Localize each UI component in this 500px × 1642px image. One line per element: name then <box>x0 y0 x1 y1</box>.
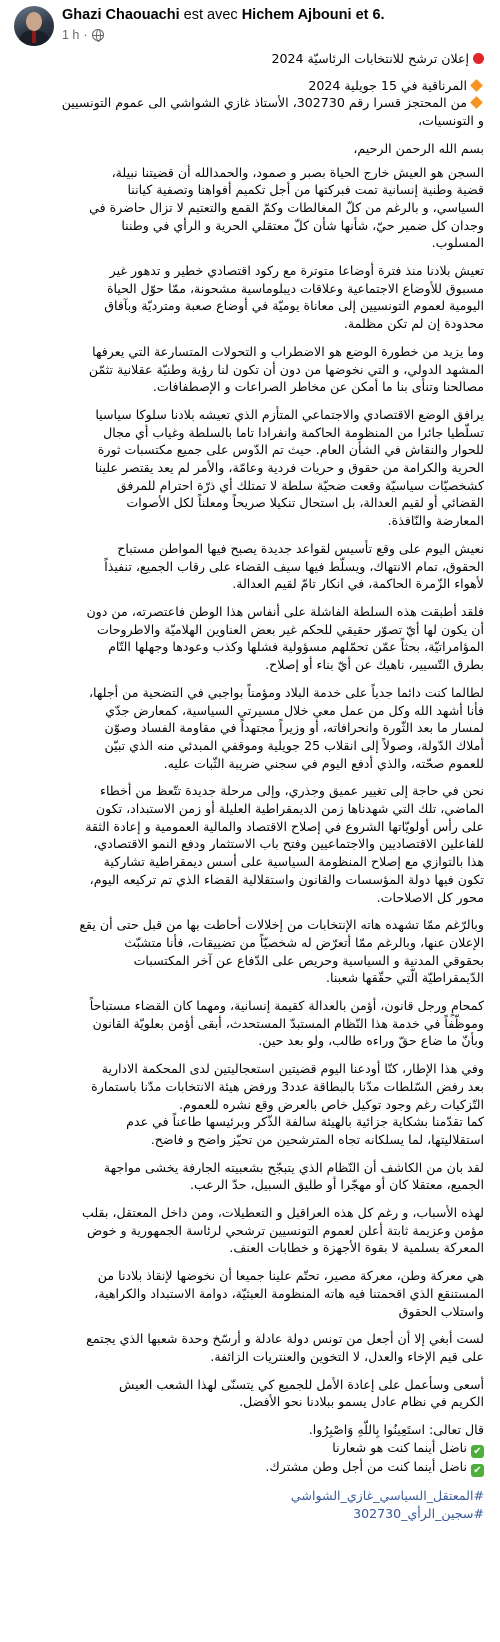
paragraph-line: المسلوب. <box>431 235 484 251</box>
post-header <box>0 0 500 50</box>
slogan-text-2: ناضل أينما كنت من أجل وطن مشترك. <box>265 1458 467 1474</box>
slogan-1 <box>8 1439 484 1458</box>
paragraph-line: وموظّفاً في خدمة هذا النّظام المستبدّ المستحدث، أبقى أؤمن بعلويّة القانون <box>92 1015 484 1031</box>
body-paragraph <box>8 997 484 1050</box>
check-box-icon: ✔ <box>471 1445 484 1458</box>
paragraph-line: وجدان كل ضمير حيّ، شأنها شأن كلّ معتقلي الحرية و الرأي في وطننا <box>121 217 484 233</box>
paragraph-line: الإعلان عنها، وبالرغم ممّا أتعرّض له شخصيّاً من تضييقات، فأنا متشبّث <box>124 934 484 950</box>
body-paragraph <box>8 684 484 773</box>
date-line <box>8 77 484 95</box>
paragraph-line: كمحامٍ ورجل قانون، أؤمن بالعدالة كقيمة إنسانية، ومهما كان القضاء مستباحاً <box>89 998 484 1014</box>
paragraph-line: أملاك الدّولة، وصولاً إلى انقلاب 25 جويلية وموقفي المبدئي منه الذي تبيّن <box>104 737 484 753</box>
basmala: بسم الله الرحمن الرحيم، <box>353 140 484 156</box>
slogan-text-1: ناضل أينما كنت هو شعارنا <box>332 1439 467 1455</box>
check-box-icon: ✔ <box>471 1464 484 1477</box>
paragraph-line: تعيش بلادنا منذ فترة أوضاعا متوترة مع ركود اقتصادي خطير و تدهور غير <box>109 263 484 279</box>
paragraph-line: تسلّطيا جائرا من المنظومة الحاكمة وانفرادا تاما بالسلطة وغياب أي مجال <box>103 424 484 440</box>
paragraph-line: بعد رفض السّلطات مدّنا بالبطاقة عدد3 ورفض هيئة الانتخابات مدّنا باستمارة <box>91 1078 484 1094</box>
paragraph-line: بطرق التّسيير، ناهيك عن أيّ بناء أو إصلاح. <box>265 657 484 673</box>
date-text: المرناقية في 15 جويلية 2024 <box>308 77 467 93</box>
paragraph-line: على رأس أولويّاتها الشروع في إصلاح الاقتصاد والمالية العمومية و إعادة الثقة <box>85 818 484 834</box>
paragraph-line: السجن هو العيش خارج الحياة بصبر و صمود، والحمدالله أن قضيتنا نبيلة، <box>111 164 484 180</box>
others-link[interactable]: et 6. <box>355 7 385 23</box>
paragraph-line: محدودة إن لم تكن مظلمة. <box>343 316 484 332</box>
paragraph-line: السياسي، و بالرغم من كلّ المغالطات وكمّ القمع والتعتيم لا تزال حاضرة في <box>89 199 484 215</box>
author-line <box>62 7 385 23</box>
paragraph-line: يرافق الوضع الاقتصادي والاجتماعي المتأزم الذي تعيشه بلادنا سلوكا سياسيا <box>95 406 484 422</box>
body-paragraph <box>8 406 484 530</box>
paragraph-line: الماضي، تلك التي شهدناها زمن الديمقراطية العليلة أو زمن الاستبداد، تكون <box>95 801 484 817</box>
paragraph-line: فلقد أطبقت هذه السلطة الفاشلة على أنفاس هذا الوطن فاعتصرته، من دون <box>86 603 484 619</box>
quote-intro: قال تعالى: استَعِينُوا بِاللّهِ وَاصْبِرُوا. <box>308 1422 484 1438</box>
body-paragraph <box>8 916 484 987</box>
paragraph-line: المشهد الدولي، و التي نخوضها من دون أن تكون لنا رؤية وطنيّة عقلانية تثمّن <box>88 361 484 377</box>
paragraph-line: الحرية والكرامة من حقوق و حريات فردية وعامّة، والأمر لم يعد يقتصر علينا <box>94 460 484 476</box>
body-paragraph <box>8 1376 484 1411</box>
paragraph-line: التّزكيات رغم وجود توكيل خاص بالعرض وقع نشره للعموم. <box>178 1096 484 1112</box>
paragraph-line: هذا بالتوازي مع إصلاح المنظومة السياسية على أسس ديمقراطية تشاركية <box>103 854 484 870</box>
headline: إعلان ترشح للانتخابات الرئاسيّة 2024 <box>271 51 469 66</box>
paragraph-line: للفاعلين الاقتصاديين والاجتماعيين وفتح باب الاستثمار ودفع النمو الاقتصادي، <box>93 836 484 852</box>
paragraph-line: للحوار والنقاش في الشأن العام. حيث تم الدّوس على جميع مكتسبات ثورة <box>97 442 484 458</box>
paragraph-line: مؤمن وعزيمة ثابتة أعلن لعموم التونسيين ترشحي لرئاسة الجمهورية و خوض <box>87 1222 484 1238</box>
paragraph-line: فأنا أشهد الله وكل من عمل معي خلال مسيرتي السياسية، كمعارض جدّي <box>105 702 484 718</box>
author-avatar[interactable] <box>14 6 54 46</box>
paragraph-line: الدّيمقراطيّة الّتي حقّقها شعبنا. <box>325 970 484 986</box>
body-paragraph <box>8 1060 484 1149</box>
body-paragraph <box>8 164 484 253</box>
red-circle-icon <box>473 53 484 64</box>
paragraph-line: نعيش اليوم على وقع تأسيس لقواعد جديدة يصبح فيها المواطن مستباح <box>117 540 484 556</box>
from-text-1: من المحتجز قسرا رقم 302730، الأستاذ غازي الشواشي الى عموم التونسيين <box>61 95 467 111</box>
hashtag-political-detainee[interactable]: #المعتقل_السياسي_غازي_الشواشي <box>290 1487 484 1503</box>
body-paragraph <box>8 1267 484 1320</box>
post-time[interactable]: 1 h <box>62 28 80 42</box>
paragraph-line: لمسار ما بعد الثّورة وانحرافاته، أو وزيراً مجتهداً في مقاومة الفساد وصوّن <box>104 720 484 736</box>
paragraph-line: المستنقع الذي اقحمتنا فيه هاته المنظومة العبثيّة، دوامة الاستبداد والكراهية، <box>94 1285 484 1301</box>
meta-separator: · <box>83 28 88 42</box>
with-text: est avec <box>183 7 238 23</box>
from-line <box>8 94 484 129</box>
paragraph-line: تكون فيها دولة المؤسسات والقانون واستقلالية القضاء الذي تم تركيعه اليوم، <box>89 871 484 887</box>
paragraph-line: وبالرّغم ممّا تشهده هاته الإنتخابات من إخلالات أحاطت بها من قبل حتى أن يقع <box>79 917 484 933</box>
body-paragraph <box>8 1330 484 1365</box>
paragraph-line: محور كل الاصلاحات. <box>376 889 484 905</box>
from-text-2: و التونسيات، <box>417 113 484 129</box>
orange-diamond-icon <box>470 79 483 92</box>
paragraph-line: أن يكون لها أيّ تصوّر حقيقي للحكم غير بعض العناوين الهلاميّة والاطروحات <box>97 621 484 637</box>
body-paragraph <box>8 540 484 593</box>
orange-diamond-icon <box>470 97 483 110</box>
paragraph-line: بحقوقي المدنية و السياسية وحريص على الدّفاع عن آخر المكتسبات <box>133 952 484 968</box>
paragraph-line: كشخصيّات سياسيّة وقعت ضحيّة سلطة لا تمتلك أي ذرّة احترام للمرفق <box>116 477 484 493</box>
headline-line <box>8 50 484 68</box>
tagged-name[interactable]: Hichem Ajbouni <box>241 7 352 23</box>
paragraph-line: المعارضة والنّافذة. <box>387 513 484 529</box>
paragraph-line: الجميع، معتقلا كان أو مهجّرا أو طليق السبيل، حدّ الرعب. <box>189 1177 484 1193</box>
paragraph-line: وبأنّ ما ضاع حقّ وراءه طالب، ولو بعد حين. <box>258 1033 484 1049</box>
paragraph-line: نحن في حاجة إلى تغيير عميق وجذري، وإلى مرحلة جديدة تتّعظ من أخطاء <box>100 783 484 799</box>
paragraph-line: كما تقدّمنا بشكاية جزائية بالهيئة سالفة الذّكر وبرئيسها طاعناً في عدم <box>126 1114 484 1130</box>
paragraph-line: لست أبغي إلا أن أجعل من تونس دولة عادلة و أرسّخ وحدة شعبها الذي يجتمع <box>86 1331 484 1347</box>
hashtag-prisoner-number[interactable]: #سجين_الرأي_302730 <box>353 1505 484 1521</box>
paragraph-line: اليومية لعموم التونسيين إلى معاناة يوميّة في أوضاع صعبة ومترديّة وبآفاق <box>104 298 484 314</box>
paragraph-line: المؤامراتيّة، بحثاً عمّن تحمّلهم مسؤولية فشلها وكذب وعودها وجهلها التّام <box>108 639 484 655</box>
post-body <box>8 50 484 1522</box>
globe-icon[interactable] <box>92 29 104 41</box>
post-meta <box>62 28 104 42</box>
paragraph-line: القضائي أو لقيم العدالة، بل استحال تنكيلا صريحاً ومعلناً لكل الأصوات <box>126 495 484 511</box>
paragraph-line: الحقوق، تمام الانتهاك، ويسلّط فيها سيف القضاء على رقاب الجميع، تنفيذاً <box>104 558 484 574</box>
body-paragraph <box>8 1204 484 1257</box>
paragraph-line: وفي هذا الإطار، كنّا أودعنا اليوم قضيتين استعجاليتين لدى المحكمة الادارية <box>101 1061 484 1077</box>
body-paragraph <box>8 782 484 906</box>
body-paragraph <box>8 603 484 674</box>
body-paragraph <box>8 343 484 396</box>
paragraph-line: لطالما كنت دائما جدياً على خدمة البلاد ومؤمناً بواجبي في التضحية من أجلها، <box>88 684 484 700</box>
paragraph-line: الكريم في نظام عادل يسمو ببلادنا نحو الأفضل. <box>239 1394 484 1410</box>
paragraph-line: على قيم الإخاء والعدل، لا التخوين والعنتريات الزائفة. <box>210 1349 484 1364</box>
paragraph-line: أسعى وسأعمل على إعادة الأمل للجميع كي يتسنّى لهذا الشعب العيش <box>119 1376 484 1392</box>
paragraph-line: مصالحنا وتنأى بنا ما أمكن عن مخاطر الصراعات و الإصطفافات. <box>152 379 484 395</box>
body-paragraph <box>8 1159 484 1194</box>
paragraph-line: للعموم صحّته، والذي أدفع اليوم في سجني ضريبة الثّبات عليه. <box>163 755 484 771</box>
paragraph-line: هي معركة وطن، معركة مصير، تحتّم علينا جميعا أن نخوضها لإنقاذ بلادنا من <box>97 1268 484 1284</box>
paragraph-line: لهذه الأسباب، و رغم كل هذه العراقيل و التعطيلات، ومن داخل المعتقل، بقلب <box>82 1205 484 1221</box>
paragraph-line: قضية وطنية إنسانية تمت فبركتها من أجل تكميم أفواهنا وتصفية كياننا <box>127 182 484 198</box>
paragraph-line: وما يزيد من خطورة الوضع هو الاضطراب و التحولات المتسارعة التي يعرفها <box>92 343 484 359</box>
paragraph-line: واستلاب الحقوق <box>398 1303 484 1319</box>
paragraph-line: المعركة بسلمية لا بقوة الأجهزة و خطابات العنف. <box>229 1240 484 1256</box>
paragraph-line: مسبوق للأوضاع الاجتماعية وعلاقات ديبلوماسية مشحونة، ممّا حوّل الحياة <box>106 280 484 296</box>
slogan-2 <box>8 1458 484 1477</box>
post-paragraphs <box>8 164 484 1412</box>
body-paragraph <box>8 262 484 333</box>
author-name[interactable]: Ghazi Chaouachi <box>62 7 180 23</box>
paragraph-line: لأهواء الزّمرة الحاكمة، في انكار تامّ لقيم العدالة. <box>232 576 484 592</box>
paragraph-line: استقلاليتها، لما يسلكانه تجاه المترشحين من تحيّز واضح و فاضح. <box>150 1131 484 1147</box>
paragraph-line: لقد بان من الكاشف أن النّظام الذي يتبجّح بشعبيته الجارفة يخشى مواجهة <box>103 1159 484 1175</box>
